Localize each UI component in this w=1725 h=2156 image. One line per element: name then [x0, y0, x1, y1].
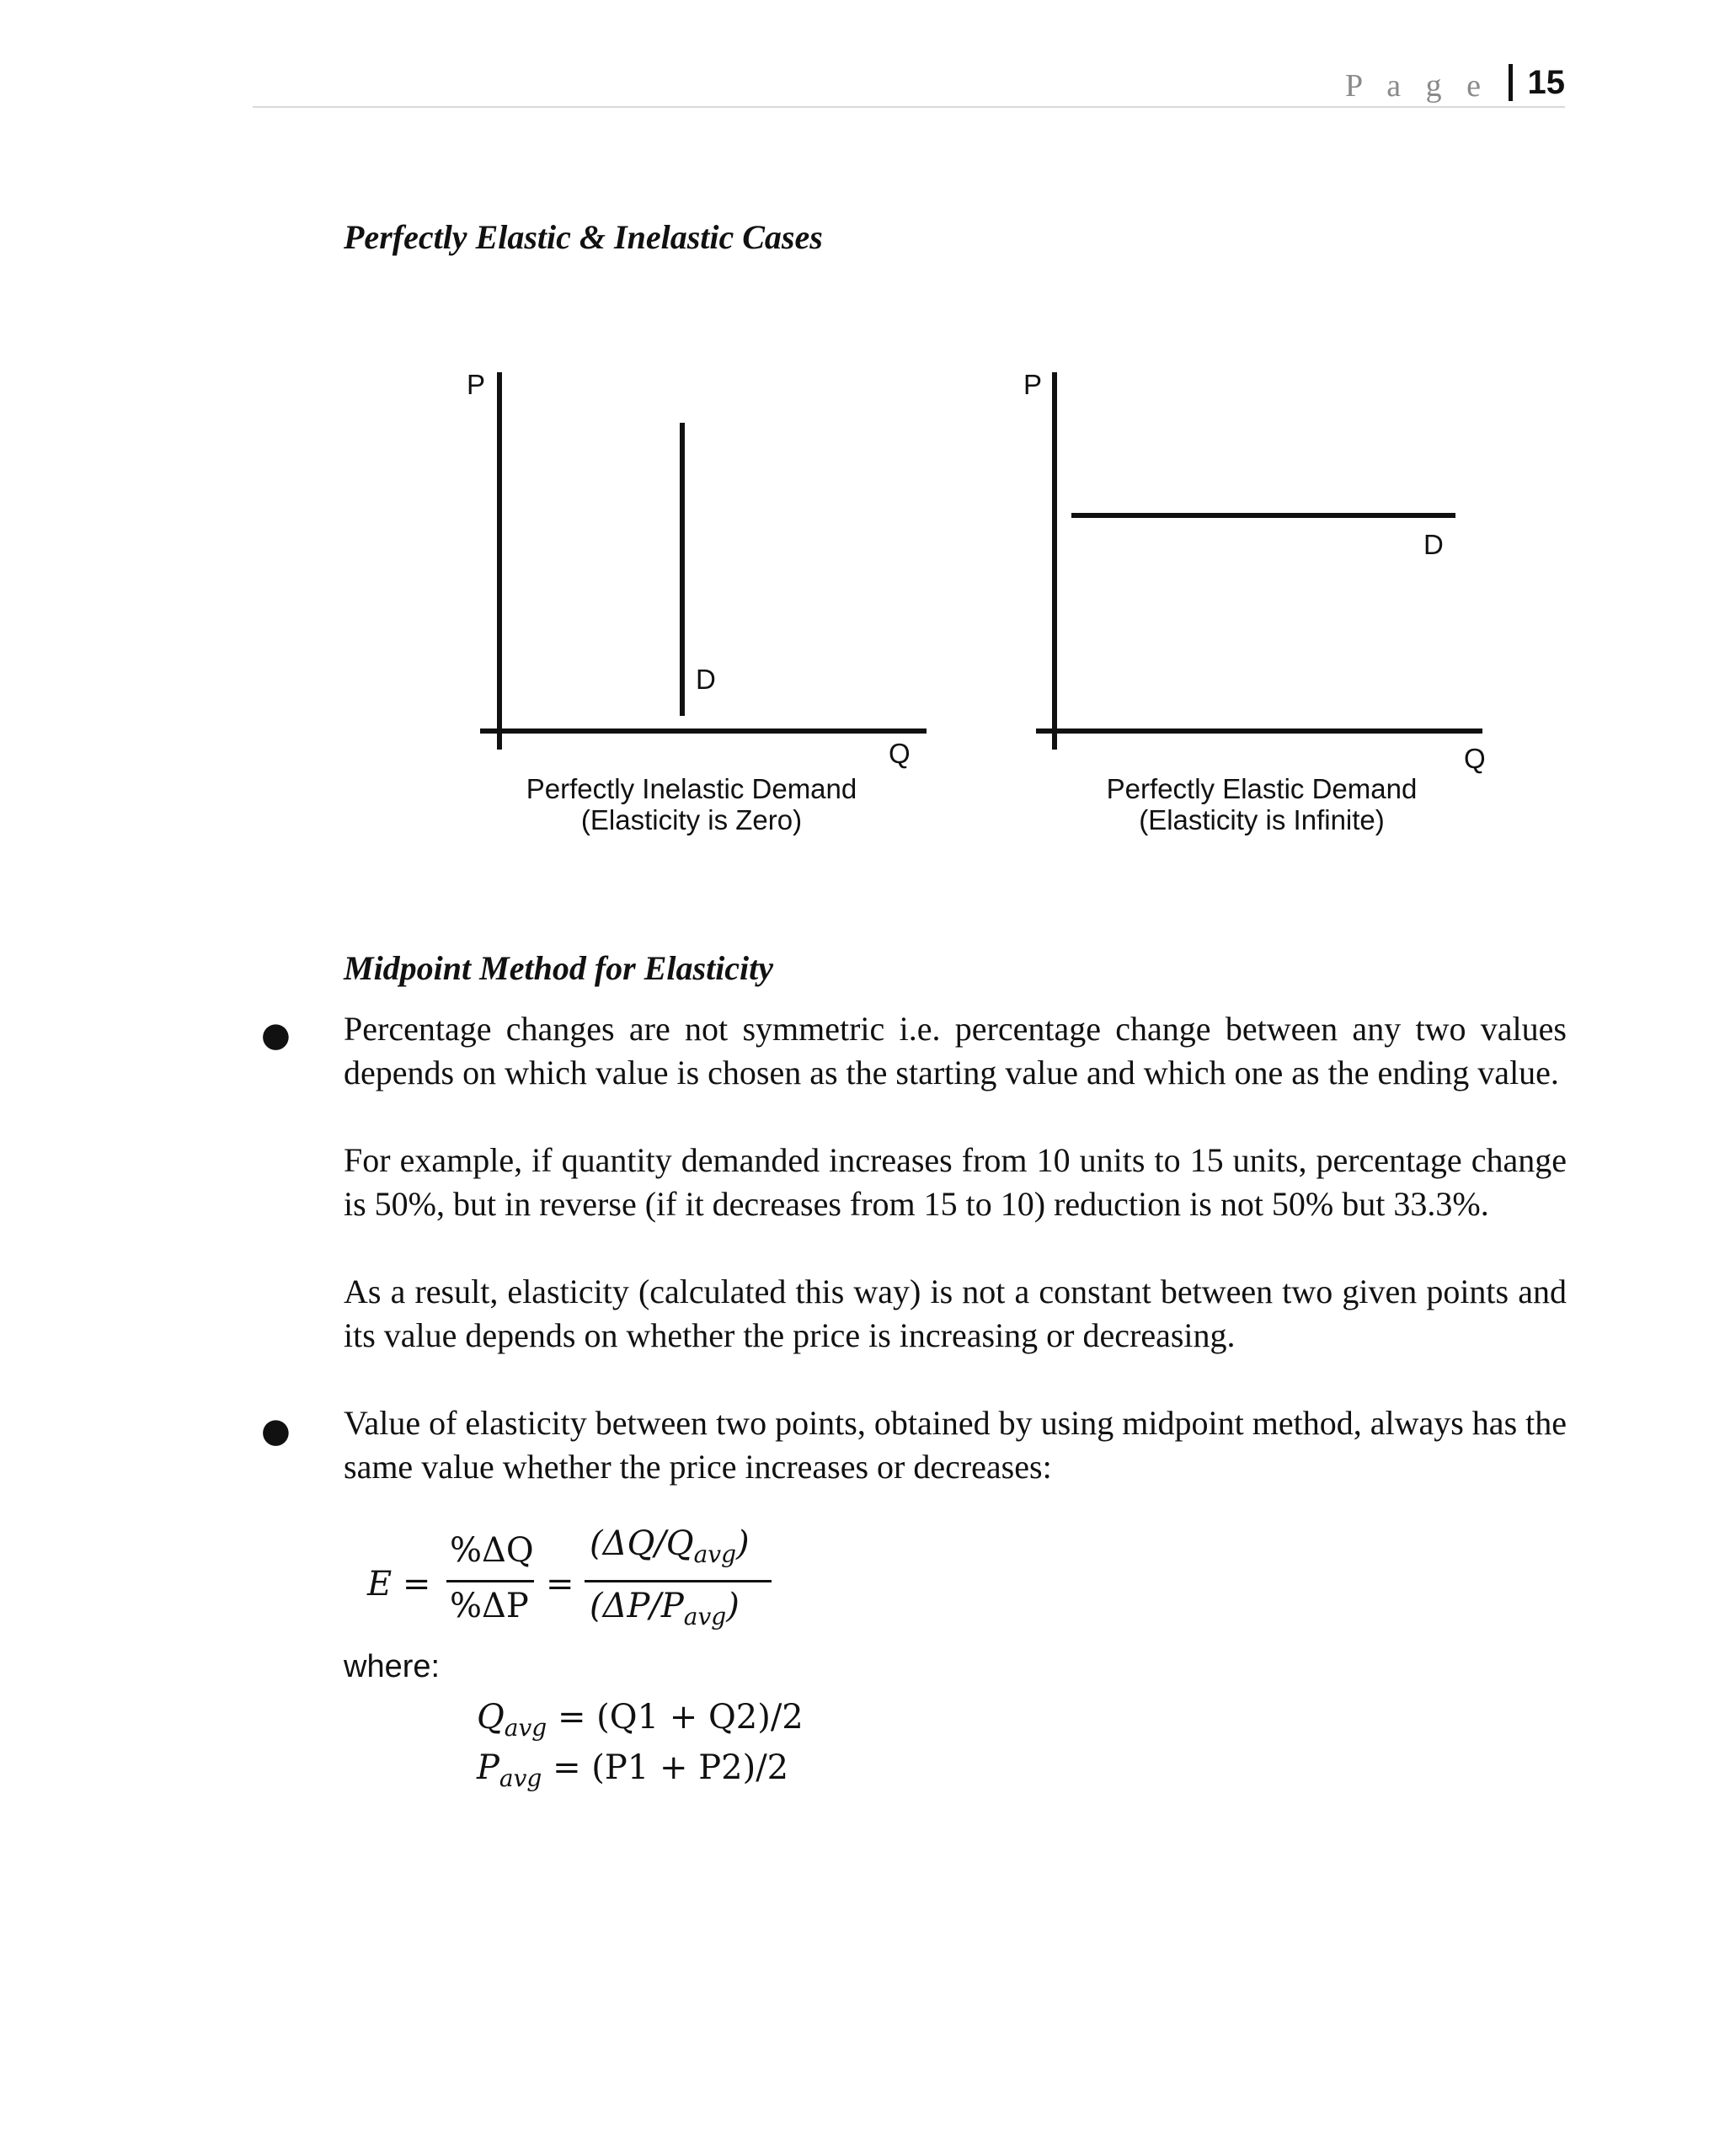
formula-frac1-denominator: %ΔP [450, 1587, 529, 1625]
elasticity-formula [362, 1524, 868, 1641]
page-header [253, 51, 1565, 108]
bullet-1: ● [261, 1016, 291, 1054]
formula-lhs: E = [367, 1565, 431, 1604]
formula-where-label: where: [344, 1649, 441, 1684]
bullet-2: ● [261, 1412, 291, 1450]
paragraph-result: As a result, elasticity (calculated this way) is not a constant between two given points and its value depends on whether the price is increasing or decreasing. [344, 1273, 1567, 1354]
x-axis-label: Q [889, 738, 911, 769]
demand-curve-label: D [696, 664, 716, 695]
formula-q-avg: $Q_{avg} = (Q1 + Q2)/2$ [477, 1698, 804, 1742]
formula-frac1-bar [446, 1580, 534, 1582]
paragraph-midpoint-value: Value of elasticity between two points, obtained by using midpoint method, always has the same value whether the price increases or decreases: [344, 1404, 1567, 1486]
demand-curve-label: D [1423, 529, 1444, 560]
section-heading-elastic-cases: Perfectly Elastic & Inelastic Cases [344, 218, 823, 256]
chart-perfectly-inelastic [455, 362, 943, 851]
y-axis-label: P [1023, 369, 1043, 400]
formula-frac2-numerator: $(\Delta Q/Q_{avg})$ [590, 1524, 750, 1568]
y-axis-label: P [467, 369, 486, 400]
paragraph-symmetry: Percentage changes are not symmetric i.e. percentage change between any two values depends on which value is chosen as the starting value and which one as the ending value. [344, 1010, 1567, 1091]
formula-frac2-bar [585, 1580, 772, 1582]
chart-caption-line1: Perfectly Inelastic Demand [526, 773, 857, 804]
page-number: 15 [1527, 64, 1565, 101]
formula-equals: = [546, 1565, 574, 1604]
chart-perfectly-elastic [1011, 362, 1499, 851]
paragraph-example: For example, if quantity demanded increases from 10 units to 15 units, percentage change is 50%, but in reverse (if it decreases from 15 to 10) reduction is not 50% but 33.3%. [344, 1141, 1567, 1223]
formula-frac2-denominator: $(\Delta P/P_{avg})$ [590, 1587, 740, 1630]
formula-frac1-numerator: %ΔQ [450, 1531, 534, 1570]
chart-caption-line1: Perfectly Elastic Demand [1106, 773, 1418, 804]
formula-p-avg: $P_{avg} = (P1 + P2)/2$ [477, 1748, 789, 1792]
section-heading-midpoint: Midpoint Method for Elasticity [344, 949, 774, 987]
chart-caption-line2: (Elasticity is Zero) [580, 804, 803, 835]
chart-caption-line2: (Elasticity is Infinite) [1139, 804, 1385, 835]
page-label: P a g e [1345, 68, 1489, 104]
x-axis-label: Q [1464, 743, 1486, 774]
page-separator [1509, 64, 1513, 101]
